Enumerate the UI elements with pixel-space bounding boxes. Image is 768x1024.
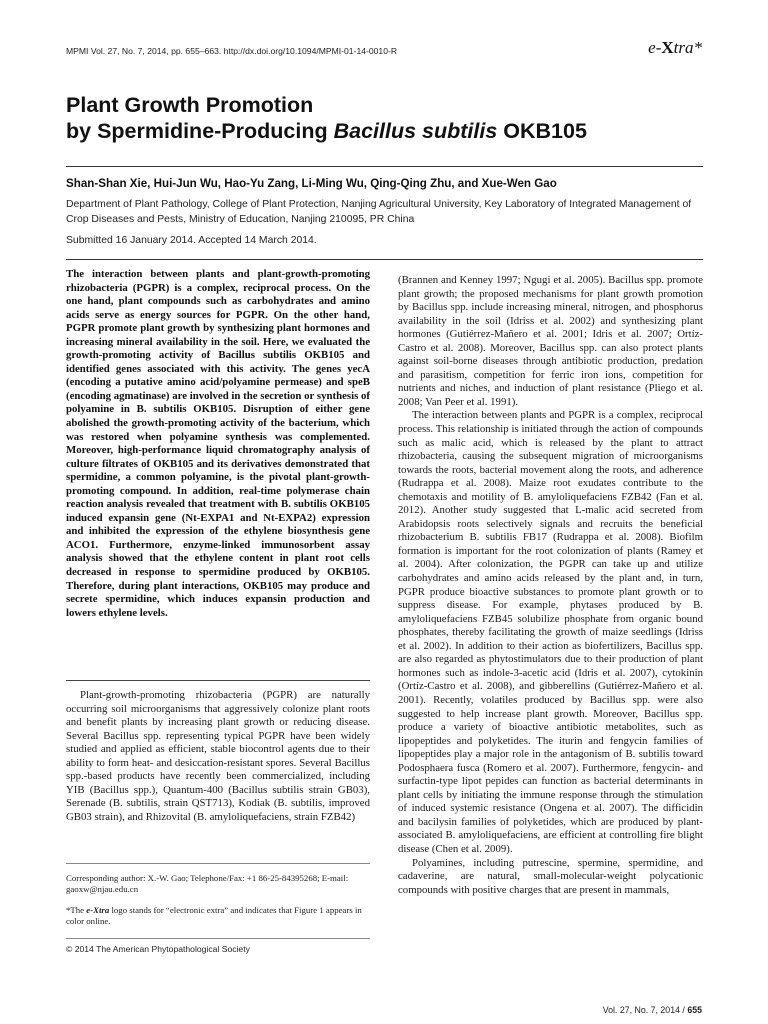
right-column bbox=[398, 274, 703, 897]
abstract-divider bbox=[66, 680, 370, 681]
affiliation: Department of Plant Pathology, College of Plant Protection, Nanjing Agricultural University, Key Laboratory of Integrated Management of Crop Diseases and Pests, Ministry of Education, Nanjing 210095, PR China bbox=[66, 199, 692, 225]
header-divider bbox=[66, 259, 703, 260]
logo-x: X bbox=[661, 38, 674, 57]
title-species: Bacillus subtilis bbox=[333, 119, 498, 143]
introduction-paragraph: Plant-growth-promoting rhizobacteria (PGPR) are naturally occurring soil microorganisms that aggressively colonize plant roots and benefit plants by increasing plant growth or reducing disease. Several Bacillus spp. representing typical PGPR have been widely studied and applied as efficient, stable biocontrol agents due to their ability to form heat- and desiccation-resistant spores. Several Bacillus spp.-based products have recently been commercialized, including YIB (Bacillus spp.), Quantum-400 (Bacillus subtilis strain GB03), Serenade (B. subtilis, strain QST713), Kodiak (B. subtilis, improved GB03 strain), and Rhizovital (B. amyloliquefaciens, strain FZB42) bbox=[66, 689, 370, 823]
corresponding-author-note: Corresponding author: X.-W. Gao; Telephone/Fax: +1 86-25-84395268; E-mail: gaoxw@njau.edu.cn bbox=[66, 873, 349, 894]
footnote-logo-text: e-Xtra bbox=[86, 905, 110, 915]
copyright-notice: © 2014 The American Phytopathological Society bbox=[66, 944, 250, 954]
logo-tra: tra* bbox=[673, 38, 702, 57]
page-footer bbox=[603, 1005, 702, 1015]
submission-dates: Submitted 16 January 2014. Accepted 14 March 2014. bbox=[66, 235, 317, 246]
copyright-divider bbox=[66, 938, 370, 939]
title-line-2-end: OKB105 bbox=[497, 119, 587, 143]
e-xtra-footnote bbox=[66, 905, 370, 927]
journal-citation: MPMI Vol. 27, No. 7, 2014, pp. 655–663. http://dx.doi.org/10.1094/MPMI-01-14-0010-R bbox=[66, 46, 398, 56]
title-divider bbox=[66, 166, 703, 167]
title-line-2-start: by Spermidine-Producing bbox=[66, 119, 334, 143]
article-title bbox=[66, 92, 706, 144]
right-paragraph-1: (Brannen and Kenney 1997; Ngugi et al. 2005). Bacillus spp. promote plant growth; the proposed mechanisms for plant growth promotion by Bacillus spp. include increasing mineral, nitrogen, and phosphorus availability in the soil (Idriss et al. 2002) and synthesizing plant hormones (Gutiérrez-Mañero et al. 2001; Idris et al. 2007; Ortíz-Castro et al. 2008). Moreover, Bacillus spp. can also protect plants against soil-borne diseases through antibiotic production, predation and parasitism, competition for ferric iron ions, competition for nutrients and niches, and induction of plant resistance (Pliego et al. 2008; Van Peer et al. 1991). bbox=[398, 274, 703, 408]
footnote-rest: logo stands for “electronic extra” and indicates that Figure 1 appears in color online. bbox=[66, 905, 362, 926]
title-line-1: Plant Growth Promotion bbox=[66, 93, 314, 117]
e-xtra-logo bbox=[648, 38, 702, 58]
title-line-2 bbox=[66, 118, 706, 144]
footer-volume: Vol. 27, No. 7, 2014 / bbox=[602, 1005, 688, 1015]
right-paragraph-3: Polyamines, including putrescine, spermine, spermidine, and cadaverine, are natural, small-molecular-weight polycationic compounds with positive charges that are present in mammals, bbox=[398, 856, 703, 896]
logo-e: e- bbox=[648, 38, 662, 57]
footnote-star: *The bbox=[66, 905, 87, 915]
right-paragraph-2: The interaction between plants and PGPR is a complex, reciprocal process. This relationship is initiated through the action of compounds such as malic acid, which is released by the plant to attract rhizobacteria, causing the subsequent migration of microorganisms towards the roots, bacterial movement along the roots, and adherence (Rudrappa et al. 2008). Maize root exudates contribute to the chemotaxis and motility of B. amyloliquefaciens FZB42 (Fan et al. 2012). Another study suggested that L-malic acid secreted from Arabidopsis roots selectively signals and recruits the beneficial rhizobacterium B. subtilis FB17 (Rudrappa et al. 2008). Biofilm formation is important for the root colonization of plants (Ramey et al. 2004). After colonization, the PGPR can take up and utilize carbohydrates and amino acids released by the plant and, in turn, PGPR produce bioactive substances to promote plant growth or to suppress disease. For example, phytases produced by B. amyloliquefaciens FZB45 solubilize phosphate from organic bound phosphates, thereby facilitating the growth of maize seedlings (Idriss et al. 2002). In addition to their action as biofertilizers, Bacillus spp. are also regarded as phytostimulators due to their production of plant hormones such as indole-3-acetic acid (Idris et al. 2007), cytokinin (Ortíz-Castro et al. 2008), and gibberellins (Gutiérrez-Mañero et al. 2001). Recently, volatiles produced by Bacillus spp. were also suggested to help increase plant growth. Moreover, Bacillus spp. produce a variety of bioactive antibiotic metabolites, such as lipopeptides and polyketides. The iturin and fengycin families of lipopeptides play a major role in the antagonism of B. subtilis toward Podosphaera fusca (Romero et al. 2007). Furthermore, fengycin- and surfactin-type lipot pepides can function as bacterial determinants in plant cells by initiating the immune response through the stimulation of induced systemic resistance (Ongena et al. 2007). The difficidin and bacilysin families of polyketides, which are produced by plant-associated B. amyloliquefaciens, are efficient at controlling fire blight disease (Chen et al. 2009). bbox=[398, 409, 703, 855]
page-number: 655 bbox=[687, 1005, 702, 1015]
footnote-divider bbox=[66, 863, 370, 864]
author-list: Shan-Shan Xie, Hui-Jun Wu, Hao-Yu Zang, Li-Ming Wu, Qing-Qing Zhu, and Xue-Wen Gao bbox=[66, 177, 557, 190]
abstract: The interaction between plants and plant-growth-promoting rhizobacteria (PGPR) is a complex, reciprocal process. On the one hand, plant compounds such as carbohydrates and amino acids serve as energy sources for PGPR. On the other hand, PGPR promote plant growth by synthesizing plant hormones and increasing mineral availability in the soil. Here, we evaluated the growth-promoting activity of Bacillus subtilis OKB105 and identified genes associated with this activity. The genes yecA (encoding a putative amino acid/polyamine permease) and speB (encoding agmatinase) are involved in the secretion or synthesis of polyamine in B. subtilis OKB105. Disruption of either gene abolished the growth-promoting activity of the bacterium, which was restored when polyamine synthesis was complemented. Moreover, high-performance liquid chromatography analysis of culture filtrates of OKB105 and its derivatives demonstrated that spermidine, a common polyamine, is the pivotal plant-growth-promoting compound. In addition, real-time polymerase chain reaction analysis revealed that treatment with B. subtilis OKB105 induced expansin gene (Nt-EXPA1 and Nt-EXPA2) expression and inhibited the expression of the ethylene biosynthesis gene ACO1. Furthermore, enzyme-linked immunosorbent assay analysis showed that the ethylene content in plant root cells decreased in response to spermidine produced by OKB105. Therefore, during plant interactions, OKB105 may produce and secrete spermidine, which induces expansin production and lowers ethylene levels. bbox=[66, 268, 370, 619]
